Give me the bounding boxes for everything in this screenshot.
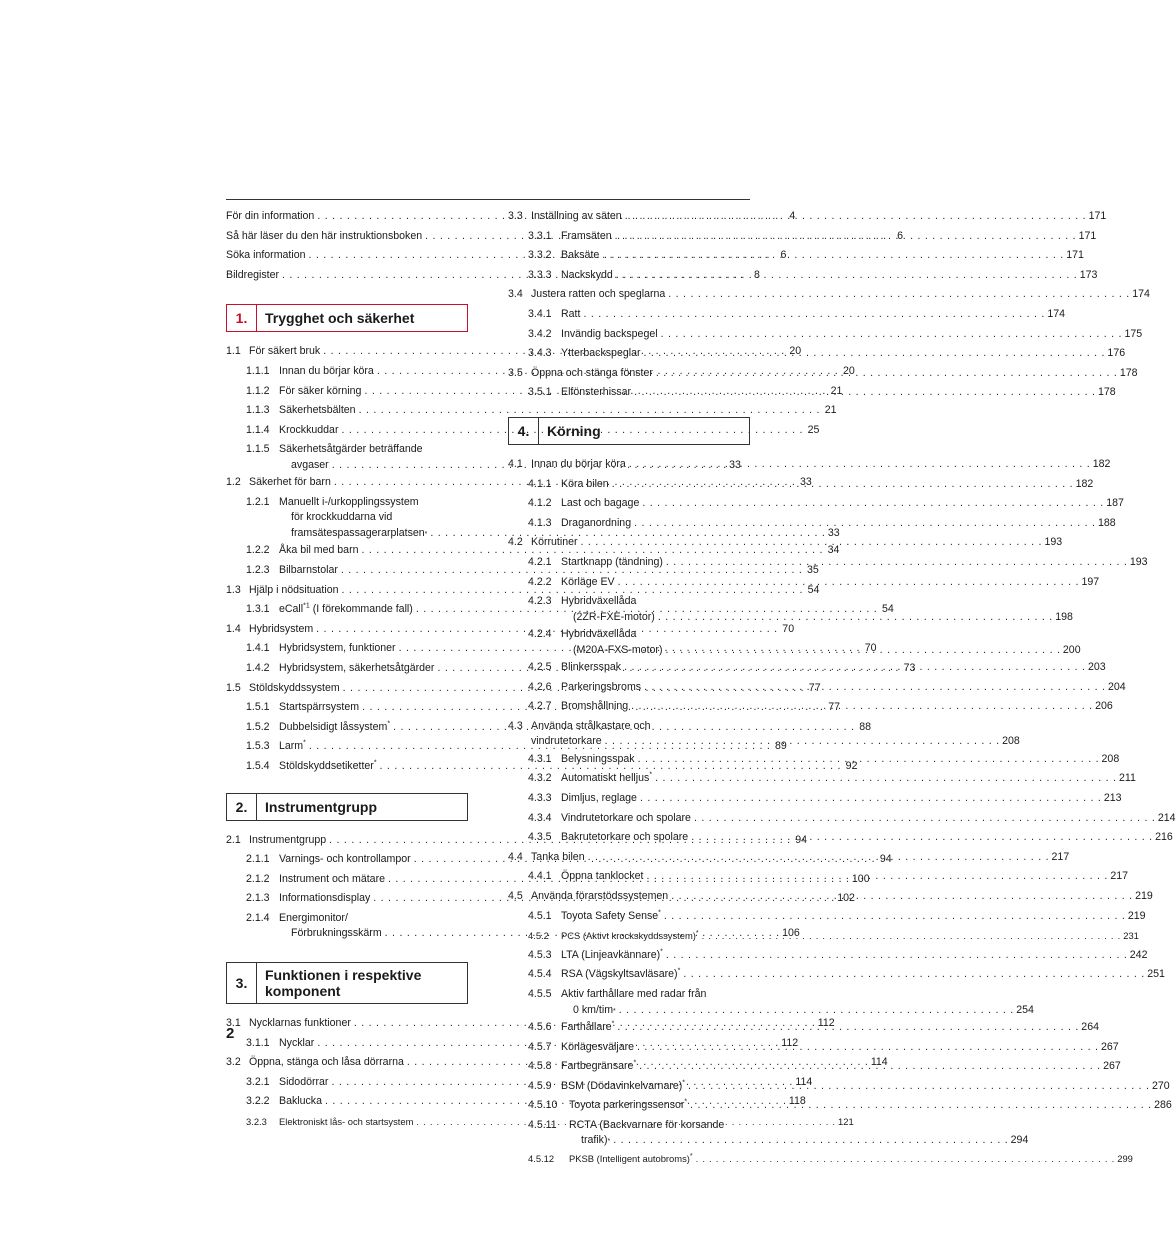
- toc-entry[interactable]: 4.3.3 Dimljus, reglage . . . 213: [508, 789, 750, 809]
- toc-entry[interactable]: 4.5.6 Farthållare* . . . 264: [508, 1018, 750, 1038]
- chapter-number: 3.: [227, 963, 257, 1003]
- toc-intro-1[interactable]: För din information . . . 4: [226, 207, 468, 227]
- toc-entry[interactable]: 4.3.2 Automatiskt helljus* . . . 211: [508, 769, 750, 789]
- toc-entry[interactable]: 2.1.2 Instrument och mätare . . . 100: [226, 870, 468, 890]
- toc-entry[interactable]: 4.1.1 Köra bilen . . . 182: [508, 475, 750, 495]
- toc-entry[interactable]: 1.3 Hjälp i nödsituation . . . 54: [226, 581, 468, 601]
- toc-entry[interactable]: 1.2 Säkerhet för barn . . . 33: [226, 473, 468, 493]
- toc-entry[interactable]: 4.2.2 Körläge EV . . . 197: [508, 573, 750, 593]
- chapter-3-header[interactable]: [226, 962, 468, 1004]
- toc-entry[interactable]: 3.3 Inställning av säten . . . 171: [508, 207, 750, 227]
- toc-entry[interactable]: 4.1 Innan du börjar köra . . . 182: [508, 455, 750, 475]
- toc-entry[interactable]: 2.1 Instrumentgrupp . . . 94: [226, 831, 468, 851]
- toc-entry[interactable]: 3.1.1 Nycklar . . . 112: [226, 1034, 468, 1054]
- toc-entry[interactable]: 4.2.3 Hybridväxellåda (2ZR-FXE-motor) . . . 198: [508, 594, 750, 625]
- toc-entry[interactable]: 4.5.9 BSM (Dödavinkelvarnare)* . . . 270: [508, 1077, 750, 1097]
- toc-entry[interactable]: 3.1 Nycklarnas funktioner . . . 112: [226, 1014, 468, 1034]
- toc-entry[interactable]: 3.2.1 Sidodörrar . . . 114: [226, 1073, 468, 1093]
- toc-entry[interactable]: 4.1.3 Draganordning . . . 188: [508, 514, 750, 534]
- toc-entry[interactable]: 1.2.3 Bilbarnstolar . . . 35: [226, 561, 468, 581]
- toc-entry[interactable]: 1.1.2 För säker körning . . . 21: [226, 382, 468, 402]
- toc-entry[interactable]: 3.4 Justera ratten och speglarna . . . 174: [508, 285, 750, 305]
- chapter-number: 4.: [509, 418, 539, 444]
- toc-entry[interactable]: 1.1.5 Säkerhetsåtgärder beträffande avgaser . . . 33: [226, 442, 468, 473]
- toc-entry[interactable]: 4.2.5 Blinkersspak . . . 203: [508, 658, 750, 678]
- toc-entry[interactable]: 4.2.1 Startknapp (tändning) . . . 193: [508, 553, 750, 573]
- chapter-number: 2.: [227, 794, 257, 820]
- toc-entry[interactable]: 1.2.1 Manuellt i-/urkopplingssystem för krockkuddarna vid framsätespassagerarplatsen * . . . 33: [226, 495, 468, 542]
- chapter-title: Trygghet och säkerhet: [265, 310, 415, 327]
- toc-entry[interactable]: 4.3.5 Bakrutetorkare och spolare . . . 216: [508, 828, 750, 848]
- toc-entry[interactable]: 4.3.4 Vindrutetorkare och spolare . . . 214: [508, 809, 750, 829]
- toc-entry[interactable]: 1.5.1 Startspärrsystem . . . 77: [226, 698, 468, 718]
- toc-entry[interactable]: 4.2.4 Hybridväxellåda (M20A-FXS-motor) . . . 200: [508, 627, 750, 658]
- toc-entry[interactable]: 2.1.1 Varnings- och kontrollampor . . . 94: [226, 850, 468, 870]
- toc-entry[interactable]: 4.5.4 RSA (Vägskyltsavläsare)* . . . 251: [508, 965, 750, 985]
- toc-entry[interactable]: 1.5.3 Larm* . . . 89: [226, 737, 468, 757]
- toc-entry[interactable]: 4.5.3 LTA (Linjeavkännare)* . . . 242: [508, 946, 750, 966]
- toc-entry[interactable]: 4.4 Tanka bilen . . . 217: [508, 848, 750, 868]
- toc-entry[interactable]: 3.4.3 Ytterbackspeglar . . . 176: [508, 344, 750, 364]
- toc-entry[interactable]: 4.5.10 Toyota parkeringssensor* . . . 286: [508, 1096, 750, 1116]
- toc-entry[interactable]: 3.3.1 Framsäten . . . 171: [508, 227, 750, 247]
- toc-entry[interactable]: 1.4 Hybridsystem . . . 70: [226, 620, 468, 640]
- toc-entry[interactable]: 3.5 Öppna och stänga fönster . . . 178: [508, 364, 750, 384]
- toc-entry[interactable]: 4.5.11 RCTA (Backvarnare för korsande trafik) * . . . 294: [508, 1118, 750, 1149]
- top-rule: [226, 199, 750, 200]
- toc-entry[interactable]: 4.5.5 Aktiv farthållare med radar från 0 km/tim * . . . 254: [508, 987, 750, 1018]
- toc-entry[interactable]: 4.5.8 Fartbegränsare* . . . 267: [508, 1057, 750, 1077]
- toc-entry[interactable]: 2.1.3 Informationsdisplay . . . 102: [226, 889, 468, 909]
- toc-entry[interactable]: 1.3.1 eCall$^{*1}$ (I förekommande fall) . . . 54: [226, 600, 468, 620]
- toc-entry[interactable]: 1.5.4 Stöldskyddsetiketter* . . . 92: [226, 757, 468, 777]
- toc-entry[interactable]: 1.4.2 Hybridsystem, säkerhetsåtgärder . . . 73: [226, 659, 468, 679]
- toc-entry[interactable]: 1.1 För säkert bruk . . . 20: [226, 342, 468, 362]
- toc-entry[interactable]: 1.4.1 Hybridsystem, funktioner . . . 70: [226, 639, 468, 659]
- toc-intro-3[interactable]: Söka information . . . 6: [226, 246, 468, 266]
- toc-entry[interactable]: 1.1.3 Säkerhetsbälten . . . 21: [226, 401, 468, 421]
- toc-entry[interactable]: 2.1.4 Energimonitor/ Förbrukningsskärm . . . 106: [226, 911, 468, 942]
- toc-entry[interactable]: 3.3.3 Nackskydd . . . 173: [508, 266, 750, 286]
- toc-entry[interactable]: 3.5.1 Elfönsterhissar . . . 178: [508, 383, 750, 403]
- chapter-number: 1.: [227, 305, 257, 331]
- chapter-2-header[interactable]: [226, 793, 468, 821]
- toc-entry[interactable]: 4.5.12 PKSB (Intelligent autobroms)* . . . 299: [508, 1149, 750, 1169]
- toc-entry[interactable]: 1.1.4 Krockkuddar . . . 25: [226, 421, 468, 441]
- toc-entry[interactable]: 1.1.1 Innan du börjar köra . . . 20: [226, 362, 468, 382]
- toc-entry[interactable]: 1.5 Stöldskyddssystem . . . 77: [226, 679, 468, 699]
- toc-entry[interactable]: 3.2 Öppna, stänga och låsa dörrarna . . . 114: [226, 1053, 468, 1073]
- toc-intro-4[interactable]: Bildregister . . . 8: [226, 266, 468, 286]
- toc-entry[interactable]: 3.2.2 Baklucka . . . 118: [226, 1092, 468, 1112]
- toc-intro-2[interactable]: Så här läser du den här instruktionsboken . . . 6: [226, 227, 468, 247]
- toc-entry[interactable]: 3.4.1 Ratt . . . 174: [508, 305, 750, 325]
- toc-entry[interactable]: 3.2.3 Elektroniskt lås- och startsystem . . . 121: [226, 1112, 468, 1132]
- toc-entry[interactable]: 4.2.7 Bromshållning . . . 206: [508, 697, 750, 717]
- toc-entry[interactable]: 3.3.2 Baksäte . . . 171: [508, 246, 750, 266]
- toc-entry[interactable]: 4.5.7 Körlägesväljare . . . 267: [508, 1038, 750, 1058]
- toc-entry[interactable]: 4.2.6 Parkeringsbroms . . . 204: [508, 678, 750, 698]
- toc-entry[interactable]: 4.1.2 Last och bagage . . . 187: [508, 494, 750, 514]
- toc-entry[interactable]: 4.2 Körrutiner . . . 193: [508, 533, 750, 553]
- toc-entry[interactable]: 3.4.2 Invändig backspegel . . . 175: [508, 325, 750, 345]
- chapter-4-header[interactable]: [508, 417, 750, 445]
- toc-entry[interactable]: 4.5 Använda förarstödssystemen . . . 219: [508, 887, 750, 907]
- toc-entry[interactable]: 4.5.2 PCS (Aktivt krockskyddssystem)* . . . 231: [508, 926, 750, 946]
- toc-entry[interactable]: 1.5.2 Dubbelsidigt låssystem* . . . 88: [226, 718, 468, 738]
- chapter-1-header[interactable]: [226, 304, 468, 332]
- chapter-title: Instrumentgrupp: [265, 798, 377, 815]
- page-number: 2: [226, 1025, 235, 1042]
- toc-entry[interactable]: 4.3.1 Belysningsspak . . . 208: [508, 750, 750, 770]
- toc-entry[interactable]: 1.2.2 Åka bil med barn . . . 34: [226, 541, 468, 561]
- chapter-title: Körning: [547, 422, 601, 439]
- toc-entry[interactable]: 4.5.1 Toyota Safety Sense* . . . 219: [508, 907, 750, 927]
- toc-entry[interactable]: 4.3 Använda strålkastare och vindrutetorkare . . . 208: [508, 719, 750, 750]
- chapter-title: Funktionen i respektive komponent: [265, 966, 422, 999]
- toc-entry[interactable]: 4.4.1 Öppna tanklocket . . . 217: [508, 867, 750, 887]
